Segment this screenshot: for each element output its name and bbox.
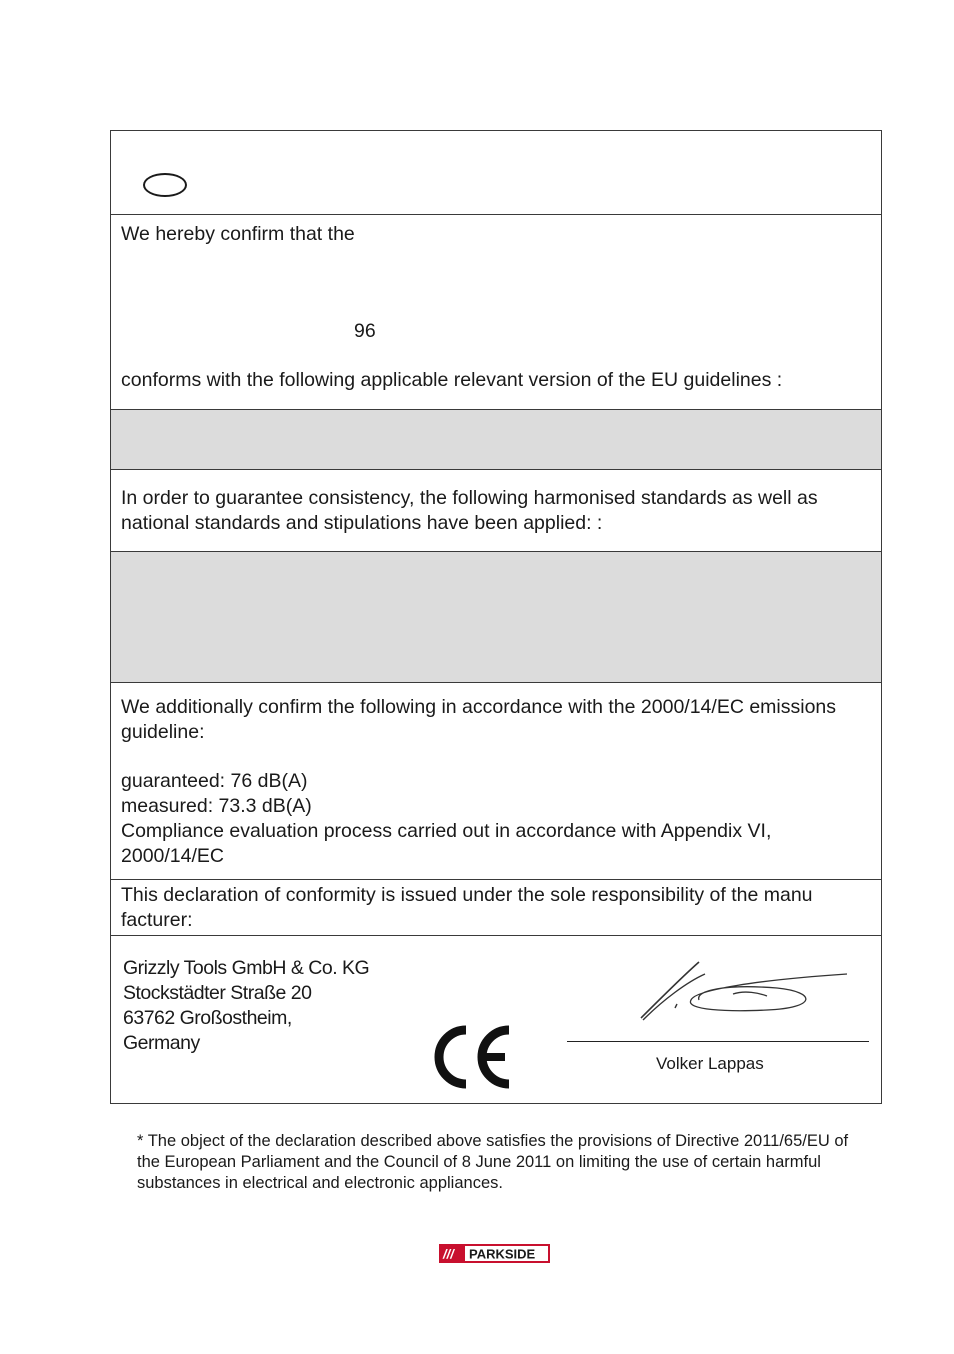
confirm-number: 96 — [354, 320, 376, 342]
header-row — [111, 131, 881, 214]
country-oval-icon — [143, 173, 187, 197]
standards-box — [111, 551, 881, 682]
confirm-intro: We hereby confirm that the — [121, 223, 355, 245]
address-line: 63762 Großostheim, — [123, 1007, 292, 1029]
address-line: Stockstädter Straße 20 — [123, 982, 312, 1004]
emissions-intro: We additionally confirm the following in accordance with the 2000/14/EC emissions guideline: — [121, 696, 837, 743]
manufacturer-address — [123, 956, 369, 1056]
product-confirmation-row — [111, 214, 881, 409]
responsibility-text: This declaration of conformity is issued under the sole responsibility of the manu facturer: — [121, 884, 813, 931]
signature-row — [111, 935, 881, 1103]
emissions-compliance: Compliance evaluation process carried out in accordance with Appendix VI, 2000/14/EC — [121, 820, 772, 867]
logo-slashes: /// — [443, 1246, 454, 1262]
address-line: Germany — [123, 1032, 200, 1054]
footnote: * The object of the declaration described above satisfies the provisions of Directive 2011/65/EU of the European Parliament and the Council of 8 June 2011 on limiting the use of certain harmful substances in electrical and electronic appliances. — [137, 1132, 849, 1192]
signature-icon — [637, 960, 857, 1030]
ce-mark-icon — [429, 1022, 519, 1092]
logo-text: PARKSIDE — [469, 1246, 536, 1262]
parkside-logo — [439, 1244, 550, 1263]
emissions-row — [111, 682, 881, 879]
standards-text: In order to guarantee consistency, the following harmonised standards as well as national standards and stipulations have been applied: : — [121, 487, 818, 534]
emissions-measured: measured: 73.3 dB(A) — [121, 795, 312, 817]
signature-line — [567, 1041, 869, 1042]
confirm-conforms: conforms with the following applicable relevant version of the EU guidelines : — [121, 369, 783, 391]
eu-guidelines-box — [111, 409, 881, 469]
emissions-guaranteed: guaranteed: 76 dB(A) — [121, 770, 308, 792]
responsibility-row — [111, 879, 881, 935]
address-line: Grizzly Tools GmbH & Co. KG — [123, 957, 370, 979]
signatory-name: Volker Lappas — [656, 1054, 764, 1073]
standards-row — [111, 469, 881, 551]
declaration-of-conformity — [110, 130, 882, 1104]
